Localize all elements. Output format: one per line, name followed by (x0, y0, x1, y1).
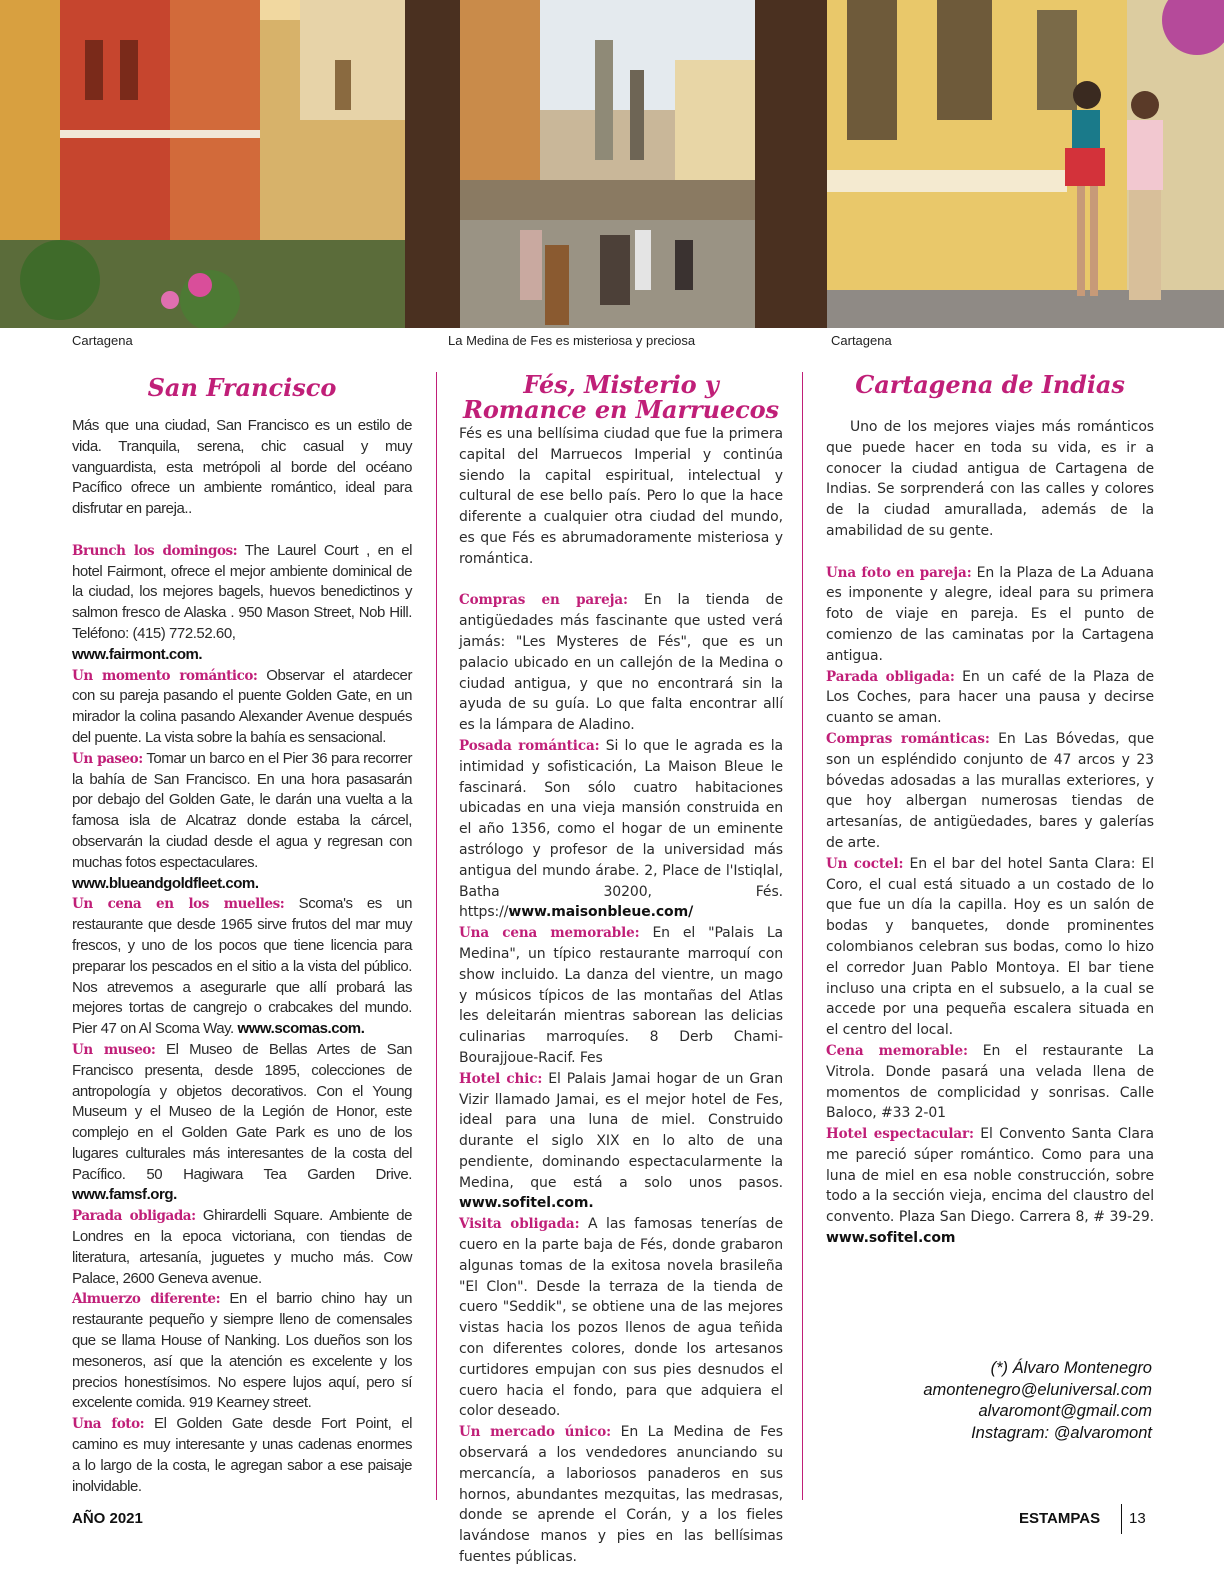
tip-item (72, 894, 412, 1040)
tip-website: www.sofitel.com. (459, 1195, 594, 1212)
article-intro: Fés es una bellísima ciudad que fue la primera capital del Marruecos Imperial y continúa siendo la capital espiritual, intelectual y cultural de ese bello país. Pero lo que la hace diferente a cualquier otra ciudad del mundo, es que Fés es abrumadoramente misteriosa y romántica. (459, 426, 783, 567)
footer-divider (1121, 1504, 1122, 1534)
footer-magazine: ESTAMPAS (1019, 1510, 1101, 1527)
tip-item (72, 1414, 412, 1497)
photo-caption-center: La Medina de Fes es misteriosa y preciosa (448, 333, 696, 348)
tip-label: Un mercado único: (459, 1424, 612, 1441)
tip-label: Hotel chic: (459, 1070, 543, 1087)
tip-item (72, 749, 412, 895)
tip-text: En el barrio chino hay un restaurante pequeño y siempre lleno de comensales que se llama House of Nanking. Los dueños son los mesoneros, así que la atención es excelente y los precios honestísimos. No espere lujos aquí, pero sí excelente comida. 919 Kearney street. (72, 1290, 413, 1412)
author-email-primary: amontenegro@eluniversal.com (923, 1380, 1152, 1399)
tip-label: Un paseo: (72, 750, 143, 767)
tip-item (72, 666, 412, 749)
tip-text: The Laurel Court , en el hotel Fairmont, ofrece el mejor ambiente dominical de la ciudad, los mejores bagels, huevos benedictinos y salmon fresco de Alaska . 950 Mason Street, Nob Hill. Teléfono: (415) 772.52.60, (72, 541, 412, 642)
tip-text: En el restaurante La Vitrola. Donde pasará una velada llena de momentos de complicidad y sonrisas. Calle Baloco, #33 2-01 (826, 1042, 1154, 1122)
tip-item (826, 667, 1154, 729)
footer-year: AÑO 2021 (72, 1510, 143, 1527)
tip-text: A las famosas tenerías de cuero en la parte baja de Fés, donde grabaron algunas tomas de la exitosa novela brasileña "El Clon". Desde la terraza de la tienda de cuero "Seddik", se obtiene una de las mejores vistas hacia los pozos llenos de agua teñida con diferentes colores, donde los artesanos curtidores empujan con sus pies desnudos el cuero hacia el fondo, para que adquiera el color deseado. (459, 1216, 783, 1420)
tip-item (72, 1040, 412, 1206)
tip-label: Un momento romántico: (72, 667, 258, 684)
tip-text: El Convento Santa Clara me pareció súper romántico. Como para una luna de miel en esa noble construcción, sobre todo a la sección vieja, encima del claustro del convento. Plaza San Diego. Carrera 8, # 39-29. (826, 1126, 1154, 1226)
tip-label: Almuerzo diferente: (72, 1291, 221, 1308)
tip-label: Brunch los domingos: (72, 542, 238, 559)
tip-label: Un coctel: (826, 855, 904, 872)
tip-label: Un cena en los muelles: (72, 896, 285, 913)
tip-item (459, 736, 783, 923)
article-title: Fés, Misterio y Romance en Marruecos (463, 370, 779, 424)
tip-item (826, 854, 1154, 1041)
article-san-francisco (72, 372, 412, 1497)
tip-website: www.blueandgoldfleet.com. (72, 874, 259, 892)
tip-label: Una cena memorable: (459, 925, 640, 942)
tip-text: El Golden Gate desde Fort Point, el camino es muy interesante y unas cadenas enormes a lo largo de la costa, le agregan sabor a ese paisaje inolvidable. (72, 1415, 412, 1495)
tip-website: www.maisonbleue.com/ (508, 904, 694, 921)
tip-item (459, 1069, 783, 1215)
tip-label: Visita obligada: (459, 1216, 580, 1233)
tip-item (72, 1206, 412, 1289)
photo-cartagena-street (0, 0, 405, 328)
tip-item (459, 1422, 783, 1568)
photo-caption-left: Cartagena (72, 333, 133, 348)
tip-item (826, 1041, 1154, 1124)
tip-item (826, 729, 1154, 854)
page-number: 13 (1129, 1510, 1146, 1527)
tip-text: En el bar del hotel Santa Clara: El Coro, el cual está situado a un costado de lo que fue un día la capilla. Hoy es un salón de bodas y banquetes, donde prominentes colombianos celebran sus bodas, como lo hizo el corredor Juan Pablo Montoya. El bar tiene incluso una cripta en el subsuelo, a la cual se accede por una pequeña escalera situada en el centro del local. (826, 855, 1154, 1039)
article-fes (459, 372, 783, 1568)
article-intro: Más que una ciudad, San Francisco es un estilo de vida. Tranquila, serena, chic casual y muy vanguardista, esta metrópoli al borde del océano Pacífico ofrece un ambiente romántico, ideal para disfrutar en pareja.. (72, 417, 412, 518)
tip-website: www.fairmont.com. (72, 645, 203, 663)
author-name: (*) Álvaro Montenegro (990, 1359, 1152, 1377)
tip-text: En el "Palais La Medina", un típico restaurante marroquí con show incluido. La danza del vientre, un mago y músicos típicos de las montañas del Atlas les deleitarán mientras saborean las delicias culinarias marroquíes. 8 Derb Chami-Bourajjoue-Racif. Fes (459, 925, 783, 1066)
tip-text: Ghirardelli Square. Ambiente de Londres en la epoca victoriana, con tiendas de literatura, artesanía, juguetes y mucho más. Cow Palace, 2600 Geneva avenue. (72, 1207, 413, 1287)
tip-label: Parada obligada: (72, 1208, 196, 1225)
column-divider (802, 372, 803, 1500)
tip-item (72, 1289, 412, 1414)
tip-label: Parada obligada: (826, 668, 955, 685)
tip-text: Observar el atardecer con su pareja pasando el puente Golden Gate, en un mirador la colina pasando Alexander Avenue después del puente. La vista sobre la bahía es sensacional. (72, 666, 412, 746)
tip-label: Hotel espectacular: (826, 1126, 974, 1143)
tip-text: En la tienda de antigüedades más fascinante que usted verá jamás: "Les Mysteres de Fés", que es un palacio ubicado en un callejón de la Medina o ciudad antigua, y que no encontrará sin la ayuda de su guía. Lo que falta encontrar allí es la lámpara de Aladino. (459, 592, 783, 734)
tip-item (72, 541, 412, 666)
tip-text: En Las Bóvedas, que son un espléndido conjunto de 47 arcos y 23 bóvedas adosadas a las murallas exteriores, y que hoy albergan numerosas tiendas de artesanías, de antigüedades, bares y galerías de arte. (826, 730, 1154, 851)
tip-item (459, 1214, 783, 1422)
column-divider (436, 372, 437, 1500)
article-cartagena (826, 372, 1154, 1249)
tip-item (459, 923, 783, 1069)
photo-caption-right: Cartagena (831, 333, 892, 348)
tip-label: Compras románticas: (826, 730, 990, 747)
tip-website: www.sofitel.com (826, 1230, 956, 1247)
tip-item (826, 563, 1154, 667)
tip-text: En la Plaza de La Aduana es imponente y alegre, ideal para su primera foto de viaje en pareja. Es el punto de comienzo de las caminatas por la Cartagena antigua. (826, 564, 1154, 664)
article-title: San Francisco (147, 373, 337, 402)
tip-text: Scoma's es un restaurante que desde 1965 sirve frutos del mar muy frescos, y uno de los pocos que tiene licencia para preparar los pescados en el sitio a la vista del público. Nos atrevemos a asegurarle que allí probará las mejores tortas de cangrejo o crabcakes del mundo. Pier 47 on Al Scoma Way. (72, 895, 412, 1038)
tip-label: Una foto en pareja: (826, 564, 972, 581)
tip-item (826, 1124, 1154, 1249)
article-intro: Uno de los mejores viajes más románticos que puede hacer en toda su vida, es ir a conocer la ciudad antigua de Cartagena de Indias. Se sorprenderá con las calles y colores de la ciudad amurallada, además de la amabilidad de su gente. (826, 419, 1154, 539)
tip-text: Si lo que le agrada es la intimidad y sofisticación, La Maison Bleue le fascinará. Son sólo cuatro habitaciones ubicadas en una vieja mansión construida en el año 1356, como el hogar de un eminente astrólogo y profesor de la universidad más antigua del mundo árabe. 2, Place de l'Istiqlal, Batha 30200, Fés. https:// (459, 737, 783, 921)
tip-label: Una foto: (72, 1416, 145, 1433)
tip-website: www.scomas.com. (237, 1020, 365, 1038)
author-instagram: Instagram: @alvaromont (971, 1423, 1152, 1442)
tip-text: En un café de la Plaza de Los Coches, para hacer una pausa y decirse cuanto se aman. (826, 668, 1154, 727)
article-title: Cartagena de Indias (855, 370, 1125, 399)
tip-text: El Palais Jamai hogar de un Gran Vizir llamado Jamai, es el mejor hotel de Fes, ideal para una luna de miel. Construido durante el siglo XIX en lo alto de una pendiente, dominando espectacularmente la Medina, que está a solo unos pasos. (459, 1070, 783, 1191)
tip-label: Compras en pareja: (459, 592, 628, 609)
tip-label: Posada romántica: (459, 737, 600, 754)
tip-website: www.famsf.org. (72, 1186, 177, 1204)
tip-item (459, 590, 783, 736)
tip-text: Tomar un barco en el Pier 36 para recorrer la bahía de San Francisco. En una hora pasasarán por debajo del Golden Gate, le darán una vuelta a la famosa isla de Alcatraz donde estaba la cárcel, observarán la ciudad desde el agua y regresan con muchas fotos espectaculares. (72, 749, 412, 871)
tip-label: Un museo: (72, 1041, 156, 1058)
author-email-secondary: alvaromont@gmail.com (978, 1402, 1152, 1420)
photo-cartagena-couple (827, 0, 1224, 328)
author-credits (923, 1358, 1152, 1444)
photo-fes-medina (405, 0, 827, 328)
tip-text: El Museo de Bellas Artes de San Francisco presenta, desde 1895, colecciones de antropología y objetos decorativos. Con el Young Museum y el Museo de la Legión de Honor, este complejo en el Golden Gate Park es uno de los lugares culturales más interesantes de la costa del Pacífico. 50 Hagiwara Tea Garden Drive. (72, 1040, 412, 1183)
tip-text: En La Medina de Fes observará a los vendedores anunciando su mercancía, a laboriosos panaderos en sus hornos, abundantes mezquitas, las medrasas, donde se aprende el Corán, y a los fieles lavándose manos y pies en las bellísimas fuentes públicas. (459, 1424, 783, 1566)
tip-label: Cena memorable: (826, 1042, 968, 1059)
